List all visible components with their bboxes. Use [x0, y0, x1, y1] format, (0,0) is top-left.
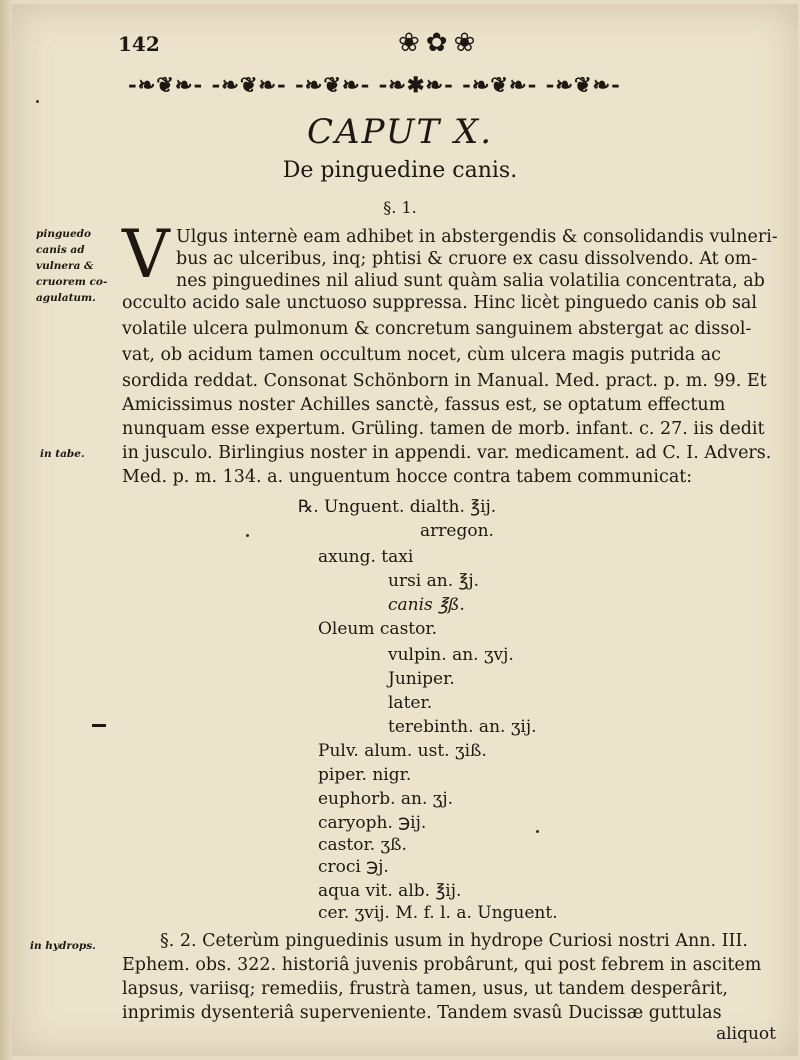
recipe-line: arregon. [420, 521, 494, 541]
text-line: occulto acido sale unctuoso suppressa. Hinc licèt pinguedo canis ob sal [122, 293, 757, 313]
recipe-line: terebinth. an. ʒij. [388, 717, 537, 737]
section-number: §. 1. [383, 198, 417, 217]
recipe-line: cer. ʒvij. M. f. l. a. Unguent. [318, 903, 558, 923]
page-number: 142 [118, 32, 160, 56]
recipe-line: euphorb. an. ʒj. [318, 789, 454, 809]
text-line: bus ac ulceribus, inq; phtisi & cruore ex casu dissolvendo. At om- [176, 249, 758, 269]
catchword: aliquot [716, 1024, 776, 1044]
margin-note: pinguedo [36, 228, 91, 240]
margin-note: vulnera & [36, 260, 94, 272]
margin-note: canis ad [36, 244, 85, 256]
text-line: volatile ulcera pulmonum & concretum sanguinem abstergat ac dissol- [122, 319, 752, 339]
recipe-line: caryoph. ℈ij. [318, 813, 427, 833]
recipe-line: ℞. Unguent. dialth. ℥ij. [298, 497, 497, 517]
text-line: Med. p. m. 134. a. unguentum hocce contra tabem communicat: [122, 467, 693, 487]
recipe-line: castor. ʒß. [318, 835, 407, 855]
recipe-line: axung. taxi [318, 547, 414, 567]
ink-speck [536, 830, 539, 833]
margin-note: in tabe. [40, 448, 85, 460]
running-head [108, 24, 798, 64]
recipe-line: vulpin. an. ʒvj. [388, 645, 514, 665]
recipe-line: canis ℥ß. [388, 595, 465, 615]
text-line: sordida reddat. Consonat Schönborn in Manual. Med. pract. p. m. 99. Et [122, 371, 767, 391]
text-line: Amicissimus noster Achilles sanctè, fassus est, se optatum effectum [122, 395, 726, 415]
margin-note: in hydrops. [30, 940, 96, 952]
recipe-line: later. [388, 693, 433, 713]
recipe-line: croci ℈j. [318, 857, 389, 877]
text-line: nes pinguedines nil aliud sunt quàm salia volatilia concentrata, ab [176, 271, 765, 291]
chapter-subtitle: De pinguedine canis. [282, 158, 518, 183]
recipe-line: piper. nigr. [318, 765, 412, 785]
ink-speck [36, 100, 39, 103]
text-line: nunquam esse expertum. Grüling. tamen de morb. infant. c. 27. iis dedit [122, 419, 765, 439]
recipe-line: aqua vit. alb. ℥ij. [318, 881, 462, 901]
recipe-line: Pulv. alum. ust. ʒiß. [318, 741, 487, 761]
text-line: Ephem. obs. 322. historiâ juvenis probârunt, qui post febrem in ascitem [122, 955, 762, 975]
recipe-line: ursi an. ℥j. [388, 571, 480, 591]
drop-cap: V [122, 216, 170, 293]
ink-mark [92, 724, 106, 727]
text-line: in jusculo. Birlingius noster in appendi. var. medicament. ad C. I. Advers. [122, 443, 772, 463]
text-line: inprimis dysenteriâ supervenientе. Tandem svasû Ducissæ guttulas [122, 1003, 722, 1023]
text-line: Ulgus internè eam adhibet in abstergendis & consolidandis vulneri- [176, 227, 778, 247]
text-line: §. 2. Ceterùm pinguedinis usum in hydrope Curiosi nostri Ann. III. [160, 931, 748, 951]
ink-speck [246, 534, 249, 537]
recipe-line: Juniper. [388, 669, 455, 689]
margin-note: cruorem co- [36, 276, 108, 288]
chapter-title: CAPUT X. [307, 112, 493, 152]
recipe-line: Oleum castor. [318, 619, 438, 639]
head-ornament: ❀✿❀ [398, 28, 482, 58]
text-line: vat, ob acidum tamen occultum nocet, cùm ulcera magis putrida ac [122, 345, 721, 365]
ornamental-rule: -❧❦❧- -❧❦❧- -❧❦❧- -❧✱❧- -❧❦❧- -❧❦❧- [128, 72, 621, 97]
text-line: lapsus, variisq; remediis, frustrà tamen, usus, ut tandem desperârit, [122, 979, 728, 999]
margin-note: agulatum. [36, 292, 96, 304]
